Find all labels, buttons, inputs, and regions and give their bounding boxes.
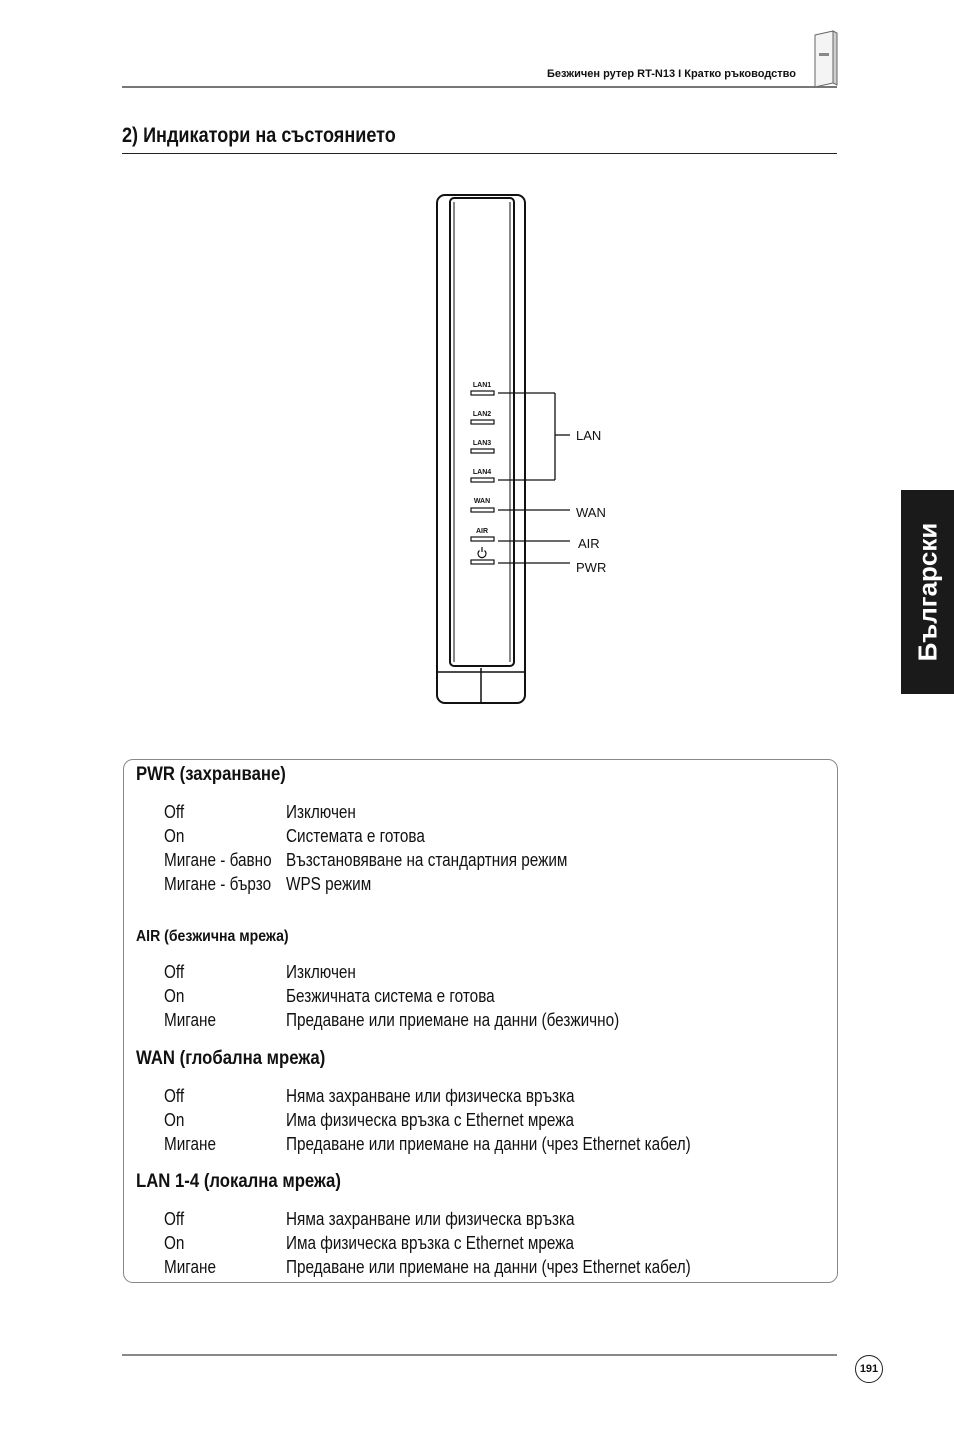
callout-wan: WAN [576,505,606,520]
wan-row-state: On [164,1110,185,1130]
wan-row-desc: Има физическа връзка с Ethernet мрежа [286,1110,575,1130]
lan-row-desc: Няма захранване или физическа връзка [286,1209,575,1229]
pwr-row-state: Off [164,802,185,822]
pwr-row-state: Мигане - бавно [164,850,272,870]
led-lan2 [471,420,494,424]
air-row-state: Мигане [164,1010,217,1030]
led-pwr [471,560,494,564]
callout-pwr: PWR [576,560,607,575]
wan-row-state: Мигане [164,1134,217,1154]
led-label-air: AIR [475,528,489,535]
led-label-lan4: LAN4 [472,469,492,476]
lan-row-desc: Предаване или приемане на данни (чрез Ethernet кабел) [286,1257,691,1277]
pwr-row-desc: WPS режим [286,874,372,894]
group-title-wan: WAN (глобална мрежа) [136,1048,326,1069]
led-wan [471,508,494,512]
led-label-wan: WAN [473,498,491,505]
led-label-lan3: LAN3 [472,440,492,447]
wan-row-desc: Няма захранване или физическа връзка [286,1086,575,1106]
air-row-desc: Изключен [286,962,356,982]
header-rule [122,86,837,88]
air-row-state: On [164,986,185,1006]
led-lan3 [471,449,494,453]
lan-row-state: On [164,1233,185,1253]
group-title-pwr: PWR (захранване) [136,764,286,785]
air-row-desc: Безжичната система е готова [286,986,495,1006]
led-lan4 [471,478,494,482]
language-side-tab-label: Български [912,522,942,662]
pwr-row-desc: Възстановяване на стандартния режим [286,850,568,870]
led-lan1 [471,391,494,395]
section-rule [122,153,837,154]
pwr-row-state: On [164,826,185,846]
group-title-air: AIR (безжична мрежа) [136,928,289,945]
section-title: 2) Индикатори на състоянието [122,124,396,147]
callout-air: AIR [578,536,600,551]
led-label-lan2: LAN2 [472,411,492,418]
wan-row-desc: Предаване или приемане на данни (чрез Ethernet кабел) [286,1134,691,1154]
lan-row-desc: Има физическа връзка с Ethernet мрежа [286,1233,575,1253]
led-label-lan1: LAN1 [472,382,492,389]
lan-row-state: Off [164,1209,185,1229]
pwr-row-desc: Изключен [286,802,356,822]
air-row-desc: Предаване или приемане на данни (безжично) [286,1010,620,1030]
air-row-state: Off [164,962,185,982]
pwr-row-desc: Системата е готова [286,826,425,846]
router-front-diagram [430,190,630,710]
footer-rule [122,1354,837,1356]
led-air [471,537,494,541]
header-title: Безжичен рутер RT-N13 I Кратко ръководство [546,68,796,80]
language-side-tab [901,490,954,694]
pwr-row-state: Мигане - бързо [164,874,272,894]
status-indicators-box [123,759,838,1283]
callout-lan: LAN [576,428,602,443]
lan-row-state: Мигане [164,1257,217,1277]
group-title-lan: LAN 1-4 (локална мрежа) [136,1171,341,1192]
page-number: 191 [855,1355,883,1383]
wan-row-state: Off [164,1086,185,1106]
router-thumbnail-icon [811,29,839,89]
